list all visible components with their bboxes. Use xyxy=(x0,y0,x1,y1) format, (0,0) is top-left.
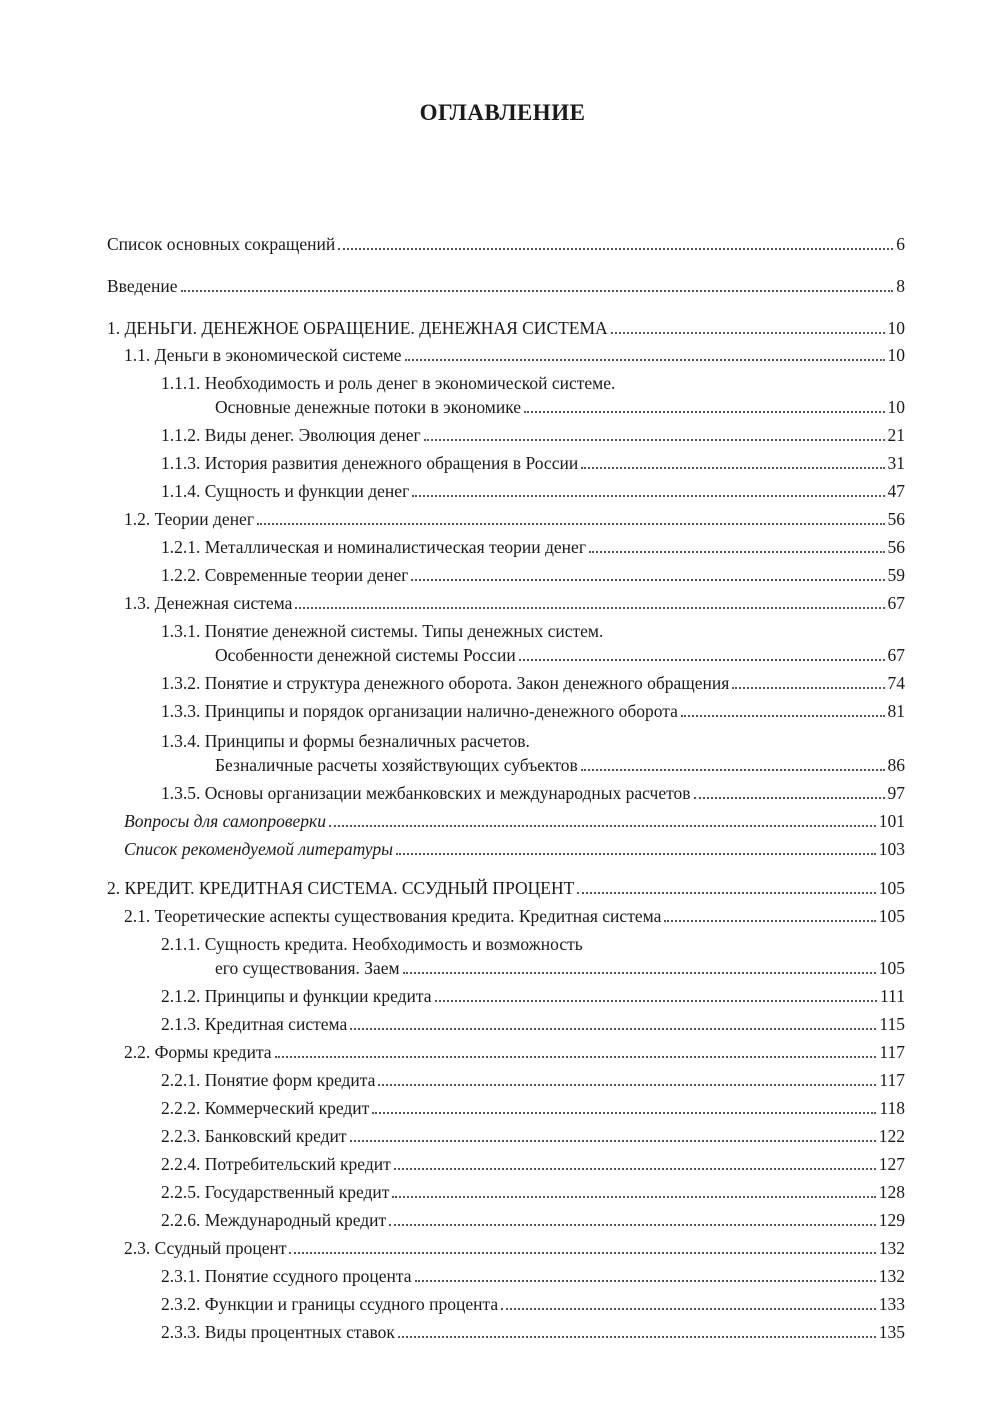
toc-entry-label: его существования. Заем xyxy=(215,958,400,978)
dot-leader xyxy=(295,607,884,609)
toc-entry-label: 1.2. Теории денег xyxy=(124,509,255,529)
toc-entry[interactable] xyxy=(161,1097,905,1119)
dot-leader xyxy=(415,1280,876,1282)
toc-entry[interactable] xyxy=(161,564,905,586)
dot-leader xyxy=(329,825,876,827)
toc-entry-page: 59 xyxy=(887,565,905,585)
toc-entry-page: 111 xyxy=(880,986,905,1006)
toc-entry-page: 105 xyxy=(878,878,905,898)
toc-entry-label: Введение xyxy=(107,276,178,296)
toc-entry[interactable] xyxy=(161,1265,905,1287)
dot-leader xyxy=(411,579,884,581)
toc-entry-label: 1.2.1. Металлическая и номиналистическая теории денег xyxy=(161,537,586,557)
toc-entry-page: 117 xyxy=(879,1042,905,1062)
toc-entry-page: 81 xyxy=(887,701,905,721)
toc-entry-page: 135 xyxy=(878,1322,905,1342)
toc-entry-page: 128 xyxy=(878,1182,905,1202)
toc-entry-label: Список основных сокращений xyxy=(107,234,336,254)
toc-entry-label: 1.1. Деньги в экономической системе xyxy=(124,345,402,365)
dot-leader xyxy=(501,1308,876,1310)
dot-leader xyxy=(664,920,875,922)
toc-entry[interactable] xyxy=(215,754,905,776)
toc-entry-page: 132 xyxy=(878,1238,905,1258)
toc-entry-page: 56 xyxy=(887,509,905,529)
toc-entry[interactable] xyxy=(161,1069,905,1091)
toc-entry[interactable] xyxy=(161,700,905,722)
toc-entry[interactable] xyxy=(161,536,905,558)
toc-entry[interactable] xyxy=(161,782,905,804)
toc-entry[interactable] xyxy=(107,275,905,297)
toc-entry-label: 1.3.3. Принципы и порядок организации налично-денежного оборота xyxy=(161,701,678,721)
toc-entry-page: 133 xyxy=(878,1294,905,1314)
dot-leader xyxy=(424,439,885,441)
toc-entry-label: Основные денежные потоки в экономике xyxy=(215,397,522,417)
toc-entry-label: 2.1.2. Принципы и функции кредита xyxy=(161,986,432,1006)
toc-entry-label: Вопросы для самопроверки xyxy=(124,811,326,831)
toc-entry[interactable] xyxy=(161,1293,905,1315)
toc-entry[interactable] xyxy=(161,1013,905,1035)
toc-entry[interactable] xyxy=(124,344,905,366)
dot-leader xyxy=(519,659,885,661)
toc-entry-page: 31 xyxy=(887,453,905,473)
toc-entry-label: 2.2.4. Потребительский кредит xyxy=(161,1154,391,1174)
toc-entry-label: 2.1. Теоретические аспекты существования кредита. Кредитная система xyxy=(124,906,662,926)
toc-entry-label: 2.2.3. Банковский кредит xyxy=(161,1126,347,1146)
toc-entry-label: 1.3.5. Основы организации межбанковских и международных расчетов xyxy=(161,783,691,803)
dot-leader xyxy=(681,715,885,717)
dot-leader xyxy=(412,495,884,497)
toc-entry-page: 10 xyxy=(887,397,905,417)
dot-leader xyxy=(350,1140,876,1142)
dot-leader xyxy=(396,853,876,855)
toc-entry[interactable] xyxy=(124,838,905,860)
toc-entry-label: 2.3. Ссудный процент xyxy=(124,1238,287,1258)
toc-entry[interactable] xyxy=(124,508,905,530)
dot-leader xyxy=(435,1000,878,1002)
toc-entry[interactable] xyxy=(215,644,905,666)
dot-leader xyxy=(524,411,884,413)
toc-entry[interactable] xyxy=(161,452,905,474)
toc-entry-page: 105 xyxy=(878,906,905,926)
dot-leader xyxy=(611,332,885,334)
toc-entry-page: 10 xyxy=(887,345,905,365)
toc-entry-page: 117 xyxy=(879,1070,905,1090)
dot-leader xyxy=(581,769,885,771)
toc-entry-label-line1: 1.1.1. Необходимость и роль денег в экономической системе. xyxy=(161,373,616,393)
dot-leader xyxy=(732,687,884,689)
toc-entry-page: 105 xyxy=(878,958,905,978)
toc-entry[interactable] xyxy=(124,592,905,614)
dot-leader xyxy=(181,290,894,292)
toc-entry-page: 67 xyxy=(887,645,905,665)
toc-entry-label: 2.3.3. Виды процентных ставок xyxy=(161,1322,395,1342)
toc-entry-page: 6 xyxy=(896,234,905,254)
toc-entry-page: 21 xyxy=(887,425,905,445)
dot-leader xyxy=(389,1224,876,1226)
toc-entry[interactable] xyxy=(161,1125,905,1147)
toc-entry-page: 103 xyxy=(878,839,905,859)
toc-entry[interactable] xyxy=(215,957,905,979)
toc-entry-label: 1.2.2. Современные теории денег xyxy=(161,565,409,585)
toc-entry-label-line1: 1.3.4. Принципы и формы безналичных расчетов. xyxy=(161,731,530,751)
toc-entry-page: 127 xyxy=(878,1154,905,1174)
toc-entry-page: 8 xyxy=(896,276,905,296)
toc-entry-label: 2.2.2. Коммерческий кредит xyxy=(161,1098,370,1118)
dot-leader xyxy=(403,972,876,974)
dot-leader xyxy=(289,1252,875,1254)
toc-entry[interactable] xyxy=(161,1181,905,1203)
dot-leader xyxy=(275,1056,877,1058)
toc-entry[interactable] xyxy=(107,877,905,899)
toc-entry-label: 1.1.4. Сущность и функции денег xyxy=(161,481,410,501)
toc-entry[interactable] xyxy=(215,396,905,418)
toc-entry[interactable] xyxy=(124,1041,905,1063)
toc-entry[interactable] xyxy=(161,1209,905,1231)
toc-entry-page: 129 xyxy=(878,1210,905,1230)
toc-entry-label: 2.2.1. Понятие форм кредита xyxy=(161,1070,376,1090)
toc-entry-label: 1.1.3. История развития денежного обращения в России xyxy=(161,453,579,473)
toc-entry-page: 122 xyxy=(878,1126,905,1146)
toc-entry[interactable] xyxy=(161,424,905,446)
toc-entry-label: 1.1.2. Виды денег. Эволюция денег xyxy=(161,425,421,445)
toc-entry-label-line1: 2.1.1. Сущность кредита. Необходимость и возможность xyxy=(161,934,583,954)
dot-leader xyxy=(694,797,885,799)
dot-leader xyxy=(392,1196,875,1198)
toc-entry-page: 67 xyxy=(887,593,905,613)
toc-entry-label: Список рекомендуемой литературы xyxy=(124,839,393,859)
dot-leader xyxy=(581,467,884,469)
toc-entry[interactable] xyxy=(107,233,905,255)
toc-entry-label: 2.3.1. Понятие ссудного процента xyxy=(161,1266,412,1286)
toc-entry-page: 74 xyxy=(887,673,905,693)
toc-entry-label: 2.2. Формы кредита xyxy=(124,1042,272,1062)
toc-entry-label: 2.3.2. Функции и границы ссудного процента xyxy=(161,1294,499,1314)
toc-entry-page: 47 xyxy=(887,481,905,501)
dot-leader xyxy=(350,1028,876,1030)
toc-entry-label: 2. КРЕДИТ. КРЕДИТНАЯ СИСТЕМА. ССУДНЫЙ ПРОЦЕНТ xyxy=(107,878,575,898)
toc-entry[interactable] xyxy=(124,1237,905,1259)
toc-entry-label: 1.3.2. Понятие и структура денежного оборота. Закон денежного обращения xyxy=(161,673,730,693)
toc-entry[interactable] xyxy=(124,905,905,927)
dot-leader xyxy=(394,1168,876,1170)
dot-leader xyxy=(398,1336,876,1338)
toc-entry[interactable] xyxy=(161,672,905,694)
toc-entry-label: 2.1.3. Кредитная система xyxy=(161,1014,348,1034)
dot-leader xyxy=(372,1112,876,1114)
toc-entry[interactable] xyxy=(161,985,905,1007)
toc-entry[interactable] xyxy=(161,1321,905,1343)
dot-leader xyxy=(338,248,893,250)
toc-entry-page: 97 xyxy=(887,783,905,803)
toc-entry-label: 1.3. Денежная система xyxy=(124,593,293,613)
toc-entry-label: Особенности денежной системы России xyxy=(215,645,516,665)
dot-leader xyxy=(589,551,885,553)
toc-entry-label: 2.2.6. Международный кредит xyxy=(161,1210,387,1230)
toc-entry-label: Безналичные расчеты хозяйствующих субъектов xyxy=(215,755,578,775)
page-title: ОГЛАВЛЕНИЕ xyxy=(419,100,586,125)
toc-entry-page: 10 xyxy=(887,318,905,338)
dot-leader xyxy=(405,359,885,361)
toc-entry[interactable] xyxy=(161,1153,905,1175)
toc-entry-label: 2.2.5. Государственный кредит xyxy=(161,1182,390,1202)
toc-entry-page: 115 xyxy=(879,1014,905,1034)
toc-entry[interactable] xyxy=(161,480,905,502)
toc-entry-page: 132 xyxy=(878,1266,905,1286)
toc-entry-label-line1: 1.3.1. Понятие денежной системы. Типы денежных систем. xyxy=(161,621,604,641)
dot-leader xyxy=(577,892,875,894)
dot-leader xyxy=(378,1084,876,1086)
toc-entry-page: 86 xyxy=(887,755,905,775)
dot-leader xyxy=(257,523,884,525)
toc-entry[interactable] xyxy=(124,810,905,832)
toc-entry-page: 101 xyxy=(878,811,905,831)
toc-entry-page: 118 xyxy=(879,1098,905,1118)
toc-entry-page: 56 xyxy=(887,537,905,557)
toc-entry[interactable] xyxy=(107,317,905,339)
toc-entry-label: 1. ДЕНЬГИ. ДЕНЕЖНОЕ ОБРАЩЕНИЕ. ДЕНЕЖНАЯ СИСТЕМА xyxy=(107,318,608,338)
